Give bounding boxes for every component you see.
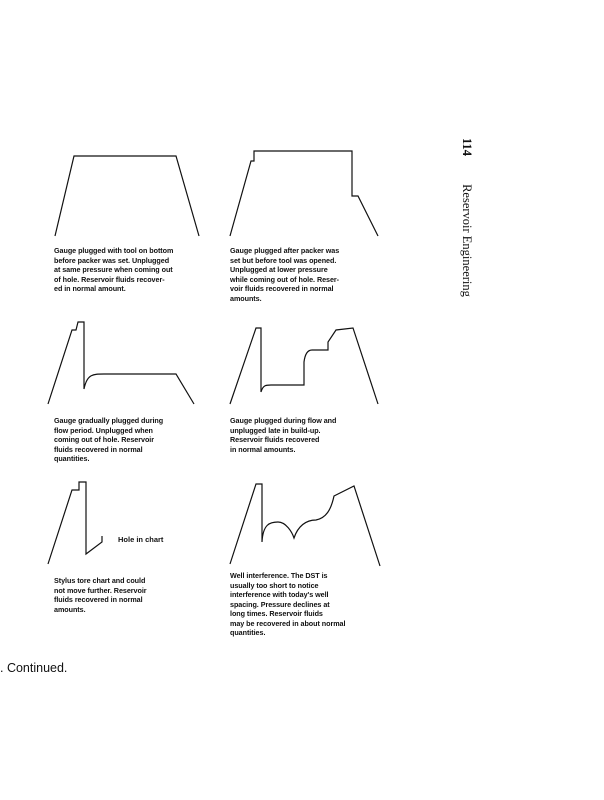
pressure-trace-2 [228, 148, 388, 240]
chart-panel-2 [228, 148, 388, 240]
panel-2-caption: Gauge plugged after packer was set but before tool was opened. Unplugged at lower pressure while coming out of hole. Reser- voir fluids recovered in normal amounts. [230, 246, 340, 303]
pressure-trace-3 [46, 318, 206, 410]
figure-caption-continued: . Continued. [0, 661, 68, 675]
hole-in-chart-label: Hole in chart [118, 535, 164, 544]
pressure-trace-5 [46, 480, 126, 572]
chart-panel-4 [228, 318, 388, 410]
panel-3-caption: Gauge gradually plugged during flow period. Unplugged when coming out of hole. Reservoir fluids recovered in normal quantities. [54, 416, 164, 463]
panel-6-caption: Well interference. The DST is usually too short to notice interference with today's well spacing. Pressure declines at long times. Reservoir fluids may be recovered in about normal quantities. [230, 571, 346, 637]
pressure-trace-1 [52, 152, 212, 242]
chart-panel-6 [228, 478, 388, 570]
chart-panel-1 [52, 152, 212, 242]
running-head-title: Reservoir Engineering [460, 184, 474, 297]
running-head [459, 138, 474, 297]
page-number: 114 [460, 138, 474, 157]
pressure-trace-6 [228, 478, 388, 570]
panel-1-caption: Gauge plugged with tool on bottom before packer was set. Unplugged at same pressure when coming out of hole. Reservoir fluids recover- ed in normal amount. [54, 246, 174, 293]
chart-panel-3 [46, 318, 206, 410]
chart-panel-5 [46, 480, 126, 572]
panel-5-caption: Stylus tore chart and could not move further. Reservoir fluids recovered in normal amounts. [54, 576, 147, 614]
pressure-trace-4 [228, 318, 388, 410]
panel-4-caption: Gauge plugged during flow and unplugged late in build-up. Reservoir fluids recovered in normal amounts. [230, 416, 337, 454]
